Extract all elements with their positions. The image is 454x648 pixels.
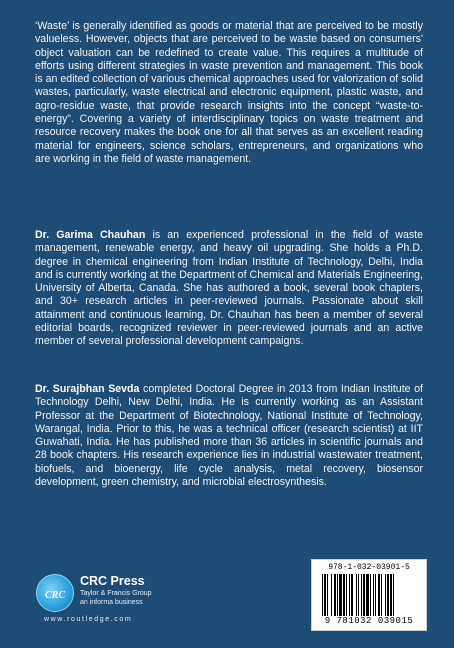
author-bio-text-sevda: completed Doctoral Degree in 2013 from Indian Institute of Technology Delhi, New Delhi, India. He is currently working as an Assistant Professor at the Department of Biotechnology, National Institute of Technology, Warangal, India. Prior to this, he was a technical officer (research scientist) at IIT Guwahati, India. He has published more than 36 articles in scientific journals and 28 book chapters. His research experience lies in industrial wastewater treatment, biofuels, and bioenergy, life cycle analysis, metal recovery, biosensor development, green chemistry, and microbial electrosynthesis.: [35, 383, 424, 489]
barcode-bars-icon: [322, 574, 422, 616]
ean-number: 9 781032 039015: [324, 616, 414, 626]
author-bio-chauhan: [35, 229, 423, 349]
book-description: ‘Waste’ is generally identified as goods or material that are perceived to be mostly valueless. However, objects that are perceived to be waste based on consumers' object valuation can be redefined to create value. This requires a multitude of efforts using different strategies in waste prevention and management. This book is an edited collection of various chemical approaches used for valorization of solid wastes, particularly, waste electrical and electronic equipment, plastic waste, and agro-residue waste, that provide research insights into the concept “waste-to-energy”. Covering a variety of interdisciplinary topics on waste treatment and resource recovery makes the book one for all that serves as an excellent reading material for engineers, science scholars, entrepreneurs, and organizations who are working in the field of waste management.: [35, 20, 423, 165]
publisher-block: [36, 570, 206, 630]
author-bio-sevda: [35, 383, 423, 489]
isbn-number: 978-1-032-03901-5: [328, 563, 410, 572]
crc-logo-text: CRC: [44, 590, 65, 601]
author-bio-text-chauhan: is an experienced professional in the field of waste management, renewable energy, and heavy oil upgrading. She holds a Ph.D. degree in chemical engineering from Indian Institute of Technology, Delhi, India and is currently working at the Department of Chemical and Materials Engineering, University of Alberta, Canada. She has authored a book, several book chapters, and 30+ research articles in peer-reviewed journals. Passionate about skill attainment and continuous learning, Dr. Chauhan has been a member of several editorial boards, recognized reviewer in peer-reviewed journals and an active member of several professional development campaigns.: [35, 229, 423, 348]
author-name-chauhan: Dr. Garima Chauhan: [35, 229, 146, 241]
publisher-group: Taylor & Francis Group: [80, 590, 152, 597]
author-name-sevda: Dr. Surajbhan Sevda: [35, 383, 140, 395]
crc-logo-icon: [36, 574, 74, 612]
publisher-tagline: an informa business: [80, 599, 143, 606]
publisher-website: www.routledge.com: [44, 616, 133, 623]
isbn-barcode: [311, 559, 427, 631]
publisher-name: CRC Press: [80, 574, 145, 588]
